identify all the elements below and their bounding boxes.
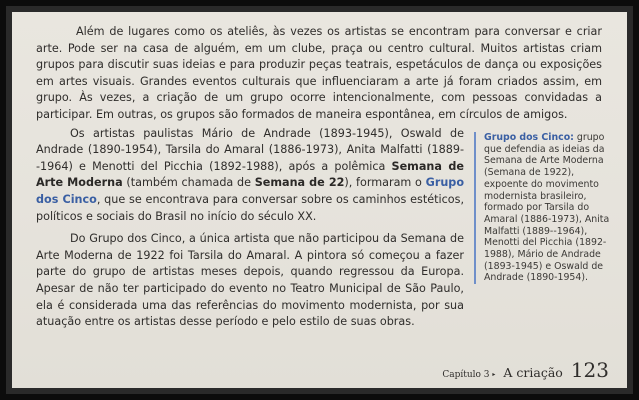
- chapter-label: [442, 370, 495, 380]
- term-semana-de-22: Semana de 22: [254, 176, 345, 190]
- chapter-arrow-icon: ▸: [492, 371, 496, 378]
- glossary-sidebar: [474, 132, 610, 284]
- paragraph-tarsila: Do Grupo dos Cinco, a única artista que não participou da Semana de Arte Moderna de 1922 foi Tarsila do Amaral. A pintora só começou a fazer parte do grupo de artistas meses depois, quando regressou da Europa. Apesar de não ter participado do evento no Teatro Municipal de São Paulo, ela é considerada uma das referências do movimento modernista, por sua atuação entre os artistas desse período e pelo estilo de suas obras.: [36, 232, 464, 329]
- paragraph-text: Os artistas paulistas Mário de Andrade (1893-1945), Oswald de Andrade (1890-1954), Tarsila do Amaral (1886-1973), Anita Malfatti (1889--1964) e Menotti del Picchia (1892-1988), após a polêmica: [36, 126, 464, 173]
- paragraph-intro: Além de lugares como os ateliês, às vezes os artistas se encontram para conversar e criar arte. Pode ser na casa de alguém, em um clube, praça ou centro cultural. Muitos artistas criam grupos para discutir suas ideias e para produzir peças teatrais, espetáculos de dança ou exposições em artes visuais. Grandes eventos culturais que influenciaram a arte já foram criados assim, em grupo. Às vezes, a criação de um grupo ocorre intencionalmente, com pessoas convidadas a participar. Em outras, os grupos são formados de maneira espontânea, em círculos de amigos.: [36, 25, 602, 121]
- paragraph-text: (também chamada de: [122, 176, 255, 190]
- term-semana-de-arte-moderna: Semana de Arte Moderna: [36, 159, 464, 190]
- glossary-definition: grupo que defendia as ideias da Semana de Arte Moderna (Semana de 1922), expoente do movimento modernista brasileiro, formado por Tarsila do Amaral (1886-1973), Anita Malfatti (1889--1964), Menotti del Picchia (1892-1988), Mário de Andrade (1893-1945) e Oswald de Andrade (1890-1954).: [484, 132, 610, 284]
- paragraph-text: ), formaram o: [344, 176, 426, 190]
- glossary-title: Grupo dos Cinco:: [484, 132, 574, 143]
- paragraph-text: , que se encontrava para conversar sobre os caminhos estéticos, políticos e sociais do Brasil no início do século XX.: [36, 192, 464, 223]
- page-number: 123: [570, 358, 609, 382]
- book-page: [12, 12, 627, 388]
- glossary-term-grupo-dos-cinco: Grupo dos Cinco: [36, 176, 464, 206]
- chapter-title: A criação: [503, 365, 563, 380]
- page-footer: [442, 358, 609, 382]
- paragraph-grupo-dos-cinco: [36, 126, 464, 226]
- chapter-number: Capítulo 3: [442, 370, 490, 380]
